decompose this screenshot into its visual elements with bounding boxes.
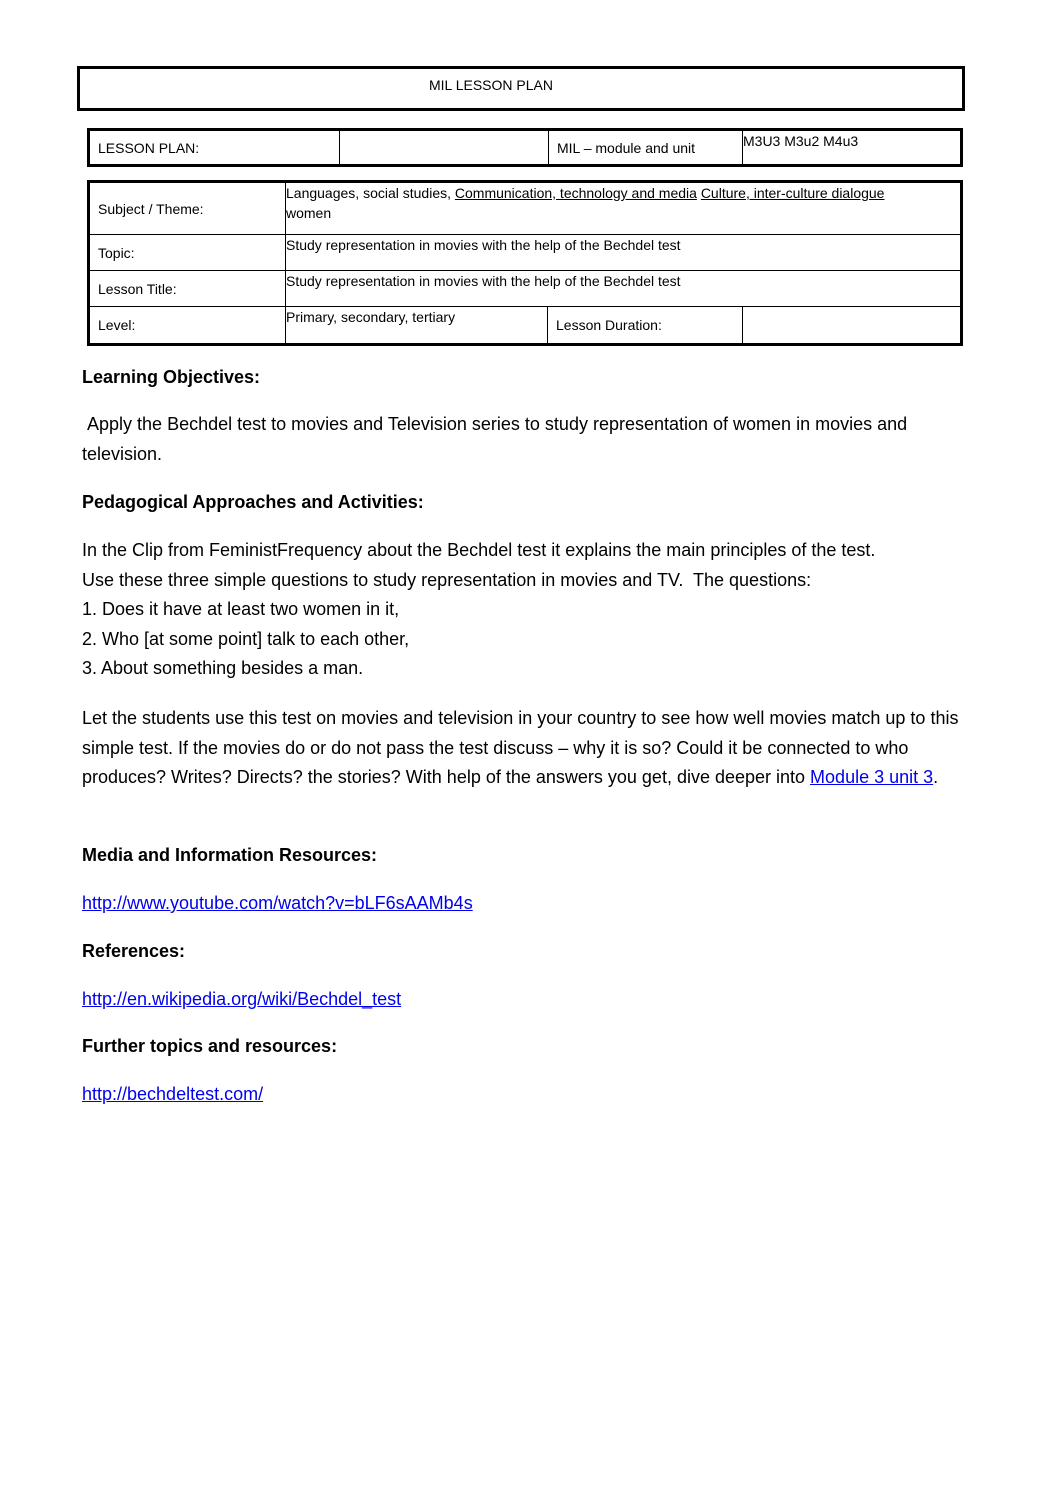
pedagogical-heading: Pedagogical Approaches and Activities: <box>82 492 424 512</box>
level-label: Level: <box>89 307 286 345</box>
lesson-title-label: Lesson Title: <box>89 271 286 307</box>
learning-objectives-heading: Learning Objectives: <box>82 367 261 387</box>
learning-objectives-text: Apply the Bechdel test to movies and Television series to study representation of women in movies and television. <box>82 414 913 464</box>
subject-text-women: women <box>286 205 332 221</box>
bechdeltest-link[interactable]: http://bechdeltest.com/ <box>82 1084 264 1104</box>
pedagogical-body <box>82 536 982 684</box>
subject-text-1: Languages, social studies, <box>286 185 455 201</box>
header-table <box>87 128 963 167</box>
paragraph2-end: . <box>933 767 939 787</box>
wikipedia-link[interactable]: http://en.wikipedia.org/wiki/Bechdel_test <box>82 989 402 1009</box>
title-box <box>77 66 965 111</box>
document-title: MIL LESSON PLAN <box>429 77 553 93</box>
pedagogical-paragraph2 <box>82 704 967 793</box>
lesson-title-value: Study representation in movies with the help of the Bechdel test <box>286 271 962 307</box>
subject-label: Subject / Theme: <box>89 182 286 235</box>
subject-value <box>286 182 962 235</box>
lesson-plan-value <box>340 130 549 166</box>
pedagogical-intro-line2: Use these three simple questions to study representation in movies and TV. The questions: <box>82 569 812 590</box>
topic-label: Topic: <box>89 235 286 271</box>
references-heading: References: <box>82 941 186 961</box>
pedagogical-intro-line1: In the Clip from FeministFrequency about the Bechdel test it explains the main principles of the test. <box>82 540 876 560</box>
question-2: 2. Who [at some point] talk to each other, <box>82 628 410 649</box>
module-3-unit-3-link[interactable]: Module 3 unit 3 <box>810 767 934 787</box>
further-topics-heading: Further topics and resources: <box>82 1036 338 1056</box>
subject-text-communication: Communication, technology and media <box>454 185 697 201</box>
question-3: 3. About something besides a man. <box>82 658 364 678</box>
module-value: M3U3 M3u2 M4u3 <box>743 130 962 166</box>
duration-value <box>743 307 962 345</box>
level-value: Primary, secondary, tertiary <box>286 307 548 345</box>
subject-text-culture: Culture, inter-culture dialogue <box>700 185 885 201</box>
question-1: 1. Does it have at least two women in it, <box>82 599 400 619</box>
media-resources-heading: Media and Information Resources: <box>82 845 378 865</box>
duration-label: Lesson Duration: <box>548 307 743 345</box>
topic-value: Study representation in movies with the help of the Bechdel test <box>286 235 962 271</box>
lesson-plan-label: LESSON PLAN: <box>89 130 340 166</box>
paragraph2-text: Let the students use this test on movies and television in your country to see how well movies match up to this simple test. If the movies do or do not pass the test discuss – why it is so? Could it be connected to who produces? Writes? Directs? the stories? With help of the answers you get, dive deeper into <box>82 708 959 787</box>
youtube-link[interactable]: http://www.youtube.com/watch?v=bLF6sAAMb4s <box>82 893 473 913</box>
module-label: MIL – module and unit <box>549 130 743 166</box>
info-table <box>87 180 963 346</box>
